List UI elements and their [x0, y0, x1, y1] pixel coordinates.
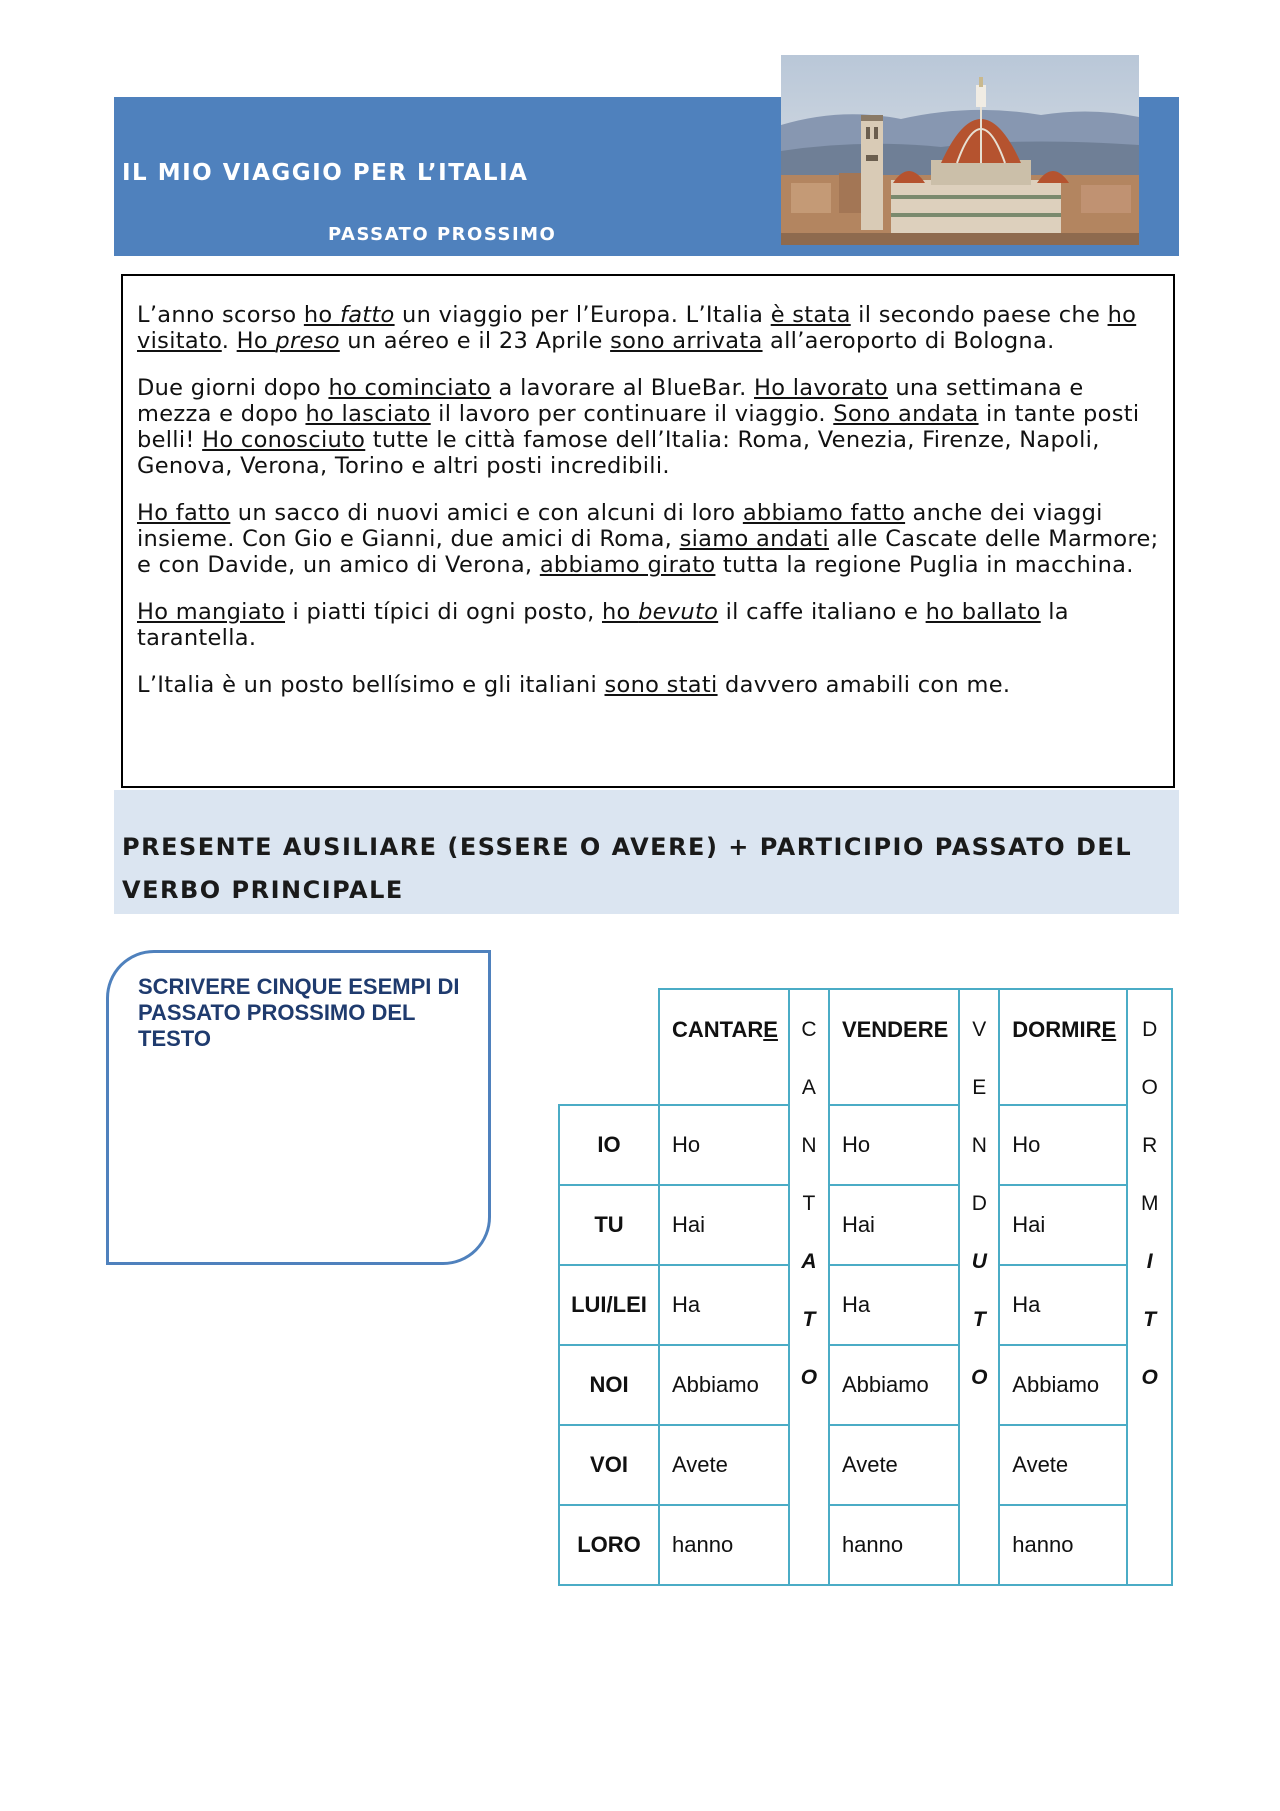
table-row: LORO hanno hanno hanno [559, 1505, 1172, 1585]
table-row: NOI Abbiamo Abbiamo Abbiamo [559, 1345, 1172, 1425]
table-row: VOI Avete Avete Avete [559, 1425, 1172, 1505]
table-row: TU Hai Hai Hai [559, 1185, 1172, 1265]
story-paragraph-5: L’Italia è un posto bellísimo e gli italiani sono stati davvero amabili con me. [137, 672, 1011, 698]
verb-header-vendere: VENDERE [829, 989, 959, 1105]
page-title: IL MIO VIAGGIO PER L’ITALIA [122, 160, 529, 186]
verb-header-cantare: CANTARE [659, 989, 789, 1105]
verb-header-dormire: DORMIRE [999, 989, 1127, 1105]
story-paragraph-2: Due giorni dopo ho cominciato a lavorare al BlueBar. Ho lavorato una settimana e mezza e dopo ho lasciato il lavoro per continuare il viaggio. Sono andata in tante posti belli! Ho conosciuto tutte le città famose dell’Italia: Roma, Venezia, Firenze, Napoli, Genova, Verona, Torino e altri posti incredibili. [137, 375, 1140, 479]
story-paragraph-3: Ho fatto un sacco di nuovi amici e con alcuni di loro abbiamo fatto anche dei viaggi insieme. Con Gio e Gianni, due amici di Roma, siamo andati alle Cascate delle Marmore; e con Davide, un amico di Verona, abbiamo girato tutta la regione Puglia in macchina. [137, 500, 1159, 578]
florence-cathedral-image [781, 55, 1139, 245]
story-text-box [121, 274, 1175, 788]
participle-cantato: C A N T A T O [789, 989, 829, 1585]
participle-dormito: D O R M I T O [1127, 989, 1172, 1585]
exercise-prompt: SCRIVERE CINQUE ESEMPI DI PASSATO PROSSIMO DEL TESTO [138, 974, 460, 1051]
table-row: LUI/LEI Ha Ha Ha [559, 1265, 1172, 1345]
conjugation-table [558, 988, 1173, 1586]
story-paragraph-1: L’anno scorso ho fatto un viaggio per l’Europa. L’Italia è stata il secondo paese che ho visitato. Ho preso un aéreo e il 23 Aprile sono arrivata all’aeroporto di Bologna. [137, 302, 1137, 354]
formula-text: PRESENTE AUSILIARE (ESSERE O AVERE) + PARTICIPIO PASSATO DEL VERBO PRINCIPALE [122, 833, 1133, 904]
story-paragraph-4: Ho mangiato i piatti típici di ogni posto, ho bevuto il caffe italiano e ho ballato la tarantella. [137, 599, 1069, 651]
empty-cell [559, 989, 659, 1105]
page-subtitle: PASSATO PROSSIMO [328, 224, 557, 245]
participle-venduto: V E N D U T O [959, 989, 999, 1585]
table-row: IO Ho Ho Ho [559, 1105, 1172, 1185]
